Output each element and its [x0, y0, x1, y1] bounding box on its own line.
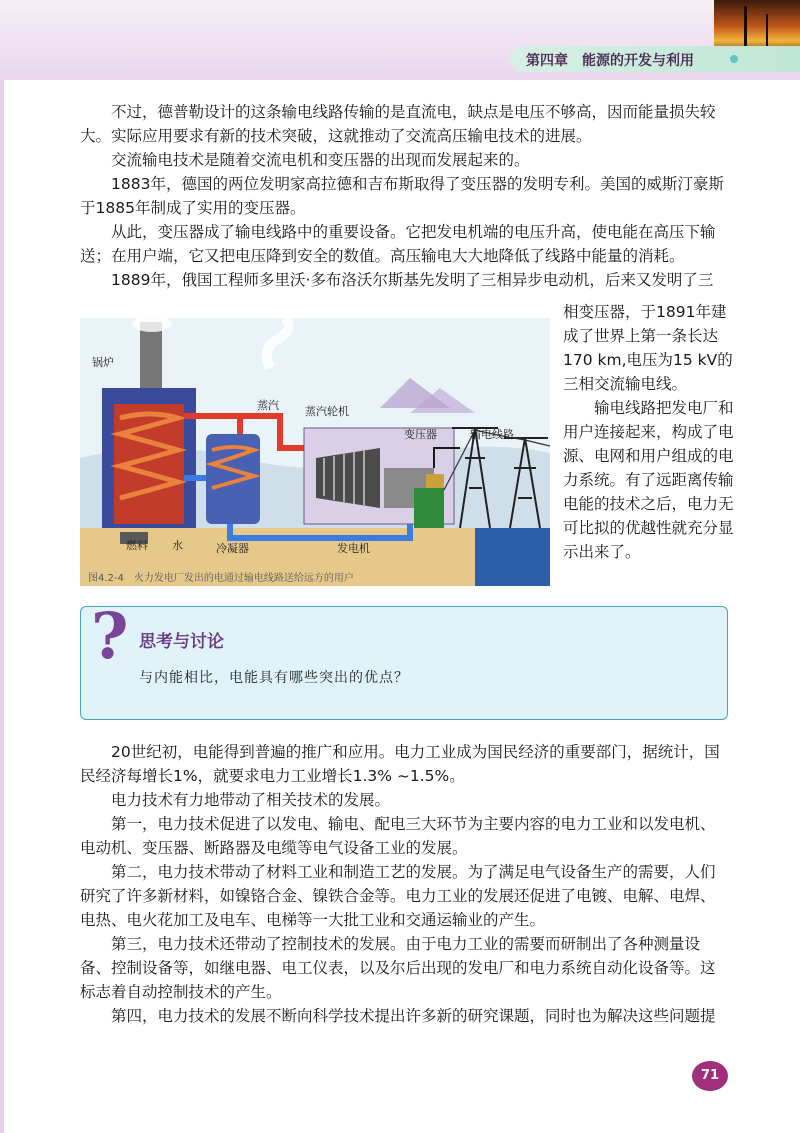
figure-label-turbine: 蒸汽轮机	[305, 405, 349, 418]
paragraph: 不过，德普勒设计的这条输电线路传输的是直流电，缺点是电压不够高，因而能量损失较大。实际应用要求有新的技术突破，这就推动了交流高压输电技术的进展。	[80, 103, 716, 145]
discussion-title: 思考与讨论	[139, 632, 224, 652]
figure-label-condenser: 冷凝器	[216, 542, 249, 555]
figure-label-boiler: 锅炉	[92, 356, 114, 369]
paragraph: 电力技术有力地带动了相关技术的发展。	[111, 791, 391, 809]
discussion-question: 与内能相比，电能具有哪些突出的优点？	[139, 670, 409, 686]
question-mark-icon: ?	[91, 599, 129, 674]
figure-label-fuel: 燃料	[126, 539, 148, 552]
rig-tower-silhouette	[766, 14, 768, 50]
body-text-bottom	[80, 740, 730, 1028]
paragraph: 第二，电力技术带动了材料工业和制造工艺的发展。为了满足电气设备生产的需要，人们研究了许多新材料，如镍铬合金、镍铁合金等。电力工业的发展还促进了电镀、电解、电焊、电热、电火花加工及电车、电梯等一大批工业和交通运输业的产生。	[80, 863, 716, 929]
paragraph: 20世纪初，电能得到普遍的推广和应用。电力工业成为国民经济的重要部门，据统计，国民经济每增长1%，就要求电力工业增长1.3% ~1.5%。	[80, 743, 720, 785]
paragraph: 交流输电技术是随着交流电机和变压器的出现而发展起来的。	[111, 151, 530, 169]
paragraph: 第一，电力技术促进了以发电、输电、配电三大环节为主要内容的电力工业和以发电机、电动机、变压器、断路器及电缆等电气设备工业的发展。	[80, 815, 716, 857]
discussion-box	[80, 599, 728, 720]
side-paragraph: 输电线路把发电厂和用户连接起来，构成了电源、电网和用户组成的电力系统。有了远距离传输电能的技术之后，电力无可比拟的优越性就充分显示出来了。	[563, 399, 734, 561]
page-number: 71	[692, 1061, 728, 1091]
paragraph: 从此，变压器成了输电线路中的重要设备。它把发电机端的电压升高，使电能在高压下输送；在用户端，它又把电压降到安全的数值。高压输电大大地降低了线路中能量的消耗。	[80, 223, 716, 265]
figure-label-water: 水	[172, 539, 183, 552]
figure-label-steam: 蒸汽	[257, 399, 279, 412]
figure-caption: 图4.2-4 火力发电厂发出的电通过输电线路送给远方的用户	[88, 573, 354, 584]
page-edge-bar	[0, 80, 4, 1133]
power-plant-illustration	[80, 318, 550, 586]
paragraph: 1883年，德国的两位发明家高拉德和吉布斯取得了变压器的发明专利。美国的威斯汀豪斯于1885年制成了实用的变压器。	[80, 175, 724, 217]
paragraph: 1889年，俄国工程师多里沃·多布洛沃尔斯基先发明了三相异步电动机，后来又发明了三	[111, 271, 714, 289]
side-paragraph: 相变压器，于1891年建成了世界上第一条长达170 km,电压为15 kV的三相交流输电线。	[563, 303, 733, 393]
paragraph: 第三，电力技术还带动了控制技术的发展。由于电力工业的需要而研制出了各种测量设备、控制设备等，如继电器、电工仪表，以及尔后出现的发电厂和电力系统自动化设备等。这标志着自动控制技术的产生。	[80, 935, 716, 1001]
bullet-dot-icon	[730, 55, 738, 63]
chapter-banner	[510, 46, 800, 72]
figure-label-power-line: 输电线路	[470, 428, 514, 441]
figure-label-generator: 发电机	[337, 542, 370, 555]
paragraph: 第四，电力技术的发展不断向科学技术提出许多新的研究课题，同时也为解决这些问题提	[111, 1007, 716, 1025]
side-text	[563, 300, 735, 564]
chapter-title: 第四章 能源的开发与利用	[526, 53, 694, 69]
figure-label-transformer: 变压器	[404, 428, 437, 441]
rig-tower-silhouette	[744, 6, 747, 50]
body-text-top	[80, 100, 730, 292]
